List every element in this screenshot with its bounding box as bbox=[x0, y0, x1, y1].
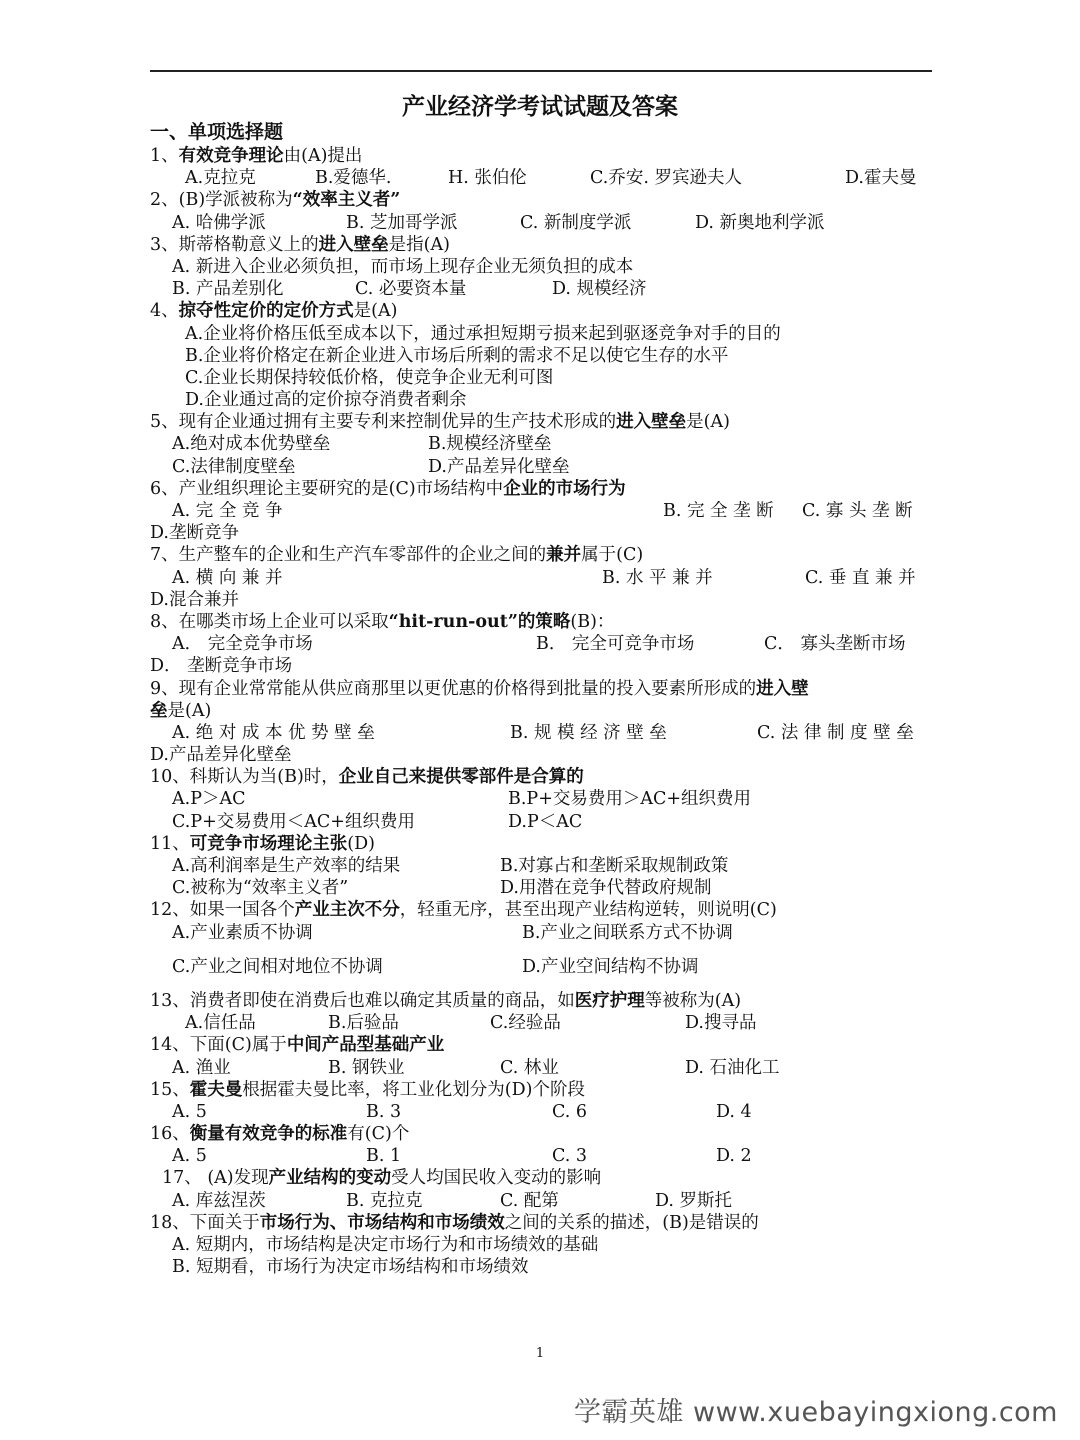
page-title: 产业经济学考试试题及答案 bbox=[402, 93, 678, 120]
option: C. 必要资本量 bbox=[355, 279, 467, 300]
question-6: 6、产业组织理论主要研究的是(C)市场结构中企业的市场行为 bbox=[150, 478, 626, 499]
question-17: 17、 (A)发现产业结构的变动受人均国民收入变动的影响 bbox=[162, 1168, 602, 1189]
option: A. 短期内，市场结构是决定市场行为和市场绩效的基础 bbox=[172, 1235, 599, 1255]
option: A. 哈佛学派 bbox=[172, 212, 266, 233]
question-7: 7、生产整车的企业和生产汽车零部件的企业之间的兼并属于(C) bbox=[150, 545, 644, 566]
watermark: 学霸英雄 www.xuebayingxiong.com bbox=[573, 1397, 1058, 1428]
option: C. 法 律 制 度 壁 垒 bbox=[757, 722, 914, 743]
option: D． 垄断竞争市场 bbox=[150, 656, 293, 677]
option: D.产业空间结构不协调 bbox=[522, 956, 699, 977]
question-10: 10、科斯认为当(B)时，企业自己来提供零部件是合算的 bbox=[150, 767, 584, 788]
options-12b bbox=[150, 956, 932, 978]
options-1 bbox=[150, 167, 932, 189]
question-1: 1、有效竞争理论由(A)提出 bbox=[150, 146, 363, 166]
options-11b bbox=[150, 877, 932, 899]
option: D.用潜在竞争代替政府规制 bbox=[500, 878, 712, 899]
option: C.产业之间相对地位不协调 bbox=[172, 956, 383, 977]
option: D.企业通过高的定价掠夺消费者剩余 bbox=[185, 390, 467, 411]
question-9-cont: 垒是(A) bbox=[150, 700, 212, 721]
option: B. 钢铁业 bbox=[328, 1057, 405, 1078]
option: D. 规模经济 bbox=[552, 279, 647, 300]
options-3b bbox=[150, 278, 932, 300]
options-10a bbox=[150, 788, 932, 810]
options-17 bbox=[150, 1190, 932, 1212]
option: B.规模经济壁垒 bbox=[428, 434, 552, 455]
option: B.产业之间联系方式不协调 bbox=[522, 922, 733, 943]
option: A.P＞AC bbox=[172, 789, 246, 810]
option: D. 新奥地利学派 bbox=[695, 212, 825, 233]
option: A.企业将价格压低至成本以下，通过承担短期亏损来起到驱逐竞争对手的目的 bbox=[185, 323, 781, 344]
option: B.后验品 bbox=[328, 1013, 399, 1034]
option: B. 克拉克 bbox=[346, 1190, 423, 1211]
question-5: 5、现有企业通过拥有主要专利来控制优异的生产技术形成的进入壁垒是(A) bbox=[150, 412, 730, 433]
question-3: 3、斯蒂格勒意义上的进入壁垒是指(A) bbox=[150, 234, 450, 255]
option: D. 石油化工 bbox=[685, 1057, 780, 1078]
option: A. 新进入企业必须负担，而市场上现存企业无须负担的成本 bbox=[172, 256, 634, 277]
options-10b bbox=[150, 811, 932, 833]
options-2 bbox=[150, 212, 932, 234]
option: C. 6 bbox=[552, 1101, 588, 1122]
option: D.垄断竞争 bbox=[150, 523, 239, 544]
option: A. 渔业 bbox=[172, 1057, 231, 1078]
option: B.爱德华. bbox=[315, 168, 392, 189]
header-rule bbox=[150, 70, 932, 72]
option: B. 水 平 兼 并 bbox=[602, 567, 713, 588]
option: D. 4 bbox=[716, 1101, 752, 1122]
page-number: 1 bbox=[535, 1346, 545, 1361]
option: C.企业长期保持较低价格，使竞争企业无利可图 bbox=[185, 367, 554, 388]
option: B. 完 全 垄 断 bbox=[663, 501, 774, 521]
option: C. 寡 头 垄 断 bbox=[802, 501, 913, 521]
option: A. 完 全 竞 争 bbox=[172, 501, 283, 521]
option: D.产品差异化壁垒 bbox=[150, 745, 292, 766]
option: D.霍夫曼 bbox=[845, 168, 917, 189]
question-8: 8、在哪类市场上企业可以采取“hit-run-out”的策略(B)： bbox=[150, 611, 615, 632]
option: A. 5 bbox=[172, 1146, 207, 1167]
option: B. 产品差别化 bbox=[172, 279, 284, 300]
option: A.信任品 bbox=[185, 1013, 256, 1034]
option: B. 规 模 经 济 壁 垒 bbox=[510, 722, 667, 743]
option: C.经验品 bbox=[490, 1013, 561, 1034]
option: B.P+交易费用＞AC+组织费用 bbox=[508, 789, 752, 810]
question-list bbox=[150, 145, 932, 1278]
option: B. 3 bbox=[366, 1101, 402, 1122]
options-12a bbox=[150, 922, 932, 944]
option: C. 新制度学派 bbox=[520, 212, 632, 233]
question-2: 2、(B)学派被称为“效率主义者” bbox=[150, 190, 401, 211]
option: B. 芝加哥学派 bbox=[346, 212, 458, 233]
options-3a bbox=[150, 256, 932, 278]
options-9 bbox=[150, 722, 932, 744]
option: D. 罗斯托 bbox=[655, 1190, 733, 1211]
option: C.乔安. 罗宾逊夫人 bbox=[590, 168, 742, 189]
option: A． 完全竞争市场 bbox=[172, 634, 313, 655]
question-9: 9、现有企业常常能从供应商那里以更优惠的价格得到批量的投入要素所形成的进入壁 bbox=[150, 678, 809, 699]
options-5b bbox=[150, 456, 932, 478]
option: B． 完全可竞争市场 bbox=[536, 634, 695, 655]
option: D.产品差异化壁垒 bbox=[428, 456, 570, 477]
question-4: 4、掠夺性定价的定价方式是(A) bbox=[150, 301, 398, 322]
option: C.被称为“效率主义者” bbox=[172, 878, 349, 899]
option: C.P+交易费用＜AC+组织费用 bbox=[172, 811, 415, 832]
option: A.绝对成本优势壁垒 bbox=[172, 434, 331, 455]
option: D.P＜AC bbox=[508, 811, 583, 832]
option: A. 横 向 兼 并 bbox=[172, 567, 283, 588]
question-15: 15、霍夫曼根据霍夫曼比率，将工业化划分为(D)个阶段 bbox=[150, 1079, 585, 1100]
option: A. 5 bbox=[172, 1101, 207, 1122]
options-6 bbox=[150, 500, 932, 522]
option: C． 寡头垄断市场 bbox=[764, 634, 906, 655]
options-14 bbox=[150, 1057, 932, 1079]
option: A.克拉克 bbox=[185, 168, 256, 189]
question-12: 12、如果一国各个产业主次不分，轻重无序，甚至出现产业结构逆转，则说明(C) bbox=[150, 900, 777, 921]
question-16: 16、衡量有效竞争的标准有(C)个 bbox=[150, 1124, 410, 1145]
option: B.企业将价格定在新企业进入市场后所剩的需求不足以使它生存的水平 bbox=[185, 345, 729, 366]
options-13 bbox=[150, 1012, 932, 1034]
option: B. 短期看，市场行为决定市场结构和市场绩效 bbox=[172, 1257, 529, 1278]
option: B. 1 bbox=[366, 1146, 402, 1167]
options-11a bbox=[150, 855, 932, 877]
option: D.搜寻品 bbox=[685, 1013, 757, 1034]
options-15 bbox=[150, 1101, 932, 1123]
option: A.高利润率是生产效率的结果 bbox=[172, 856, 401, 876]
option: A.产业素质不协调 bbox=[172, 922, 313, 943]
option: C. 3 bbox=[552, 1146, 588, 1167]
question-18: 18、下面关于市场行为、市场结构和市场绩效之间的关系的描述，(B)是错误的 bbox=[150, 1212, 759, 1233]
option: A. 库兹涅茨 bbox=[172, 1190, 266, 1211]
options-5a bbox=[150, 433, 932, 455]
options-16 bbox=[150, 1145, 932, 1167]
option: A. 绝 对 成 本 优 势 壁 垒 bbox=[172, 722, 375, 743]
option: C.法律制度壁垒 bbox=[172, 456, 296, 477]
option: D. 2 bbox=[716, 1146, 752, 1167]
option: C. 配第 bbox=[500, 1190, 559, 1211]
option: C. 林业 bbox=[500, 1057, 559, 1078]
question-11: 11、可竞争市场理论主张(D) bbox=[150, 833, 375, 854]
option: H. 张伯伦 bbox=[448, 168, 527, 189]
options-7 bbox=[150, 567, 932, 589]
question-13: 13、消费者即使在消费后也难以确定其质量的商品，如医疗护理等被称为(A) bbox=[150, 990, 742, 1011]
options-8 bbox=[150, 633, 932, 655]
option: D.混合兼并 bbox=[150, 589, 239, 610]
option: B.对寡占和垄断采取规制政策 bbox=[500, 856, 729, 876]
option: C. 垂 直 兼 并 bbox=[805, 567, 916, 588]
section-heading: 一、单项选择题 bbox=[150, 121, 284, 143]
question-14: 14、下面(C)属于中间产品型基础产业 bbox=[150, 1035, 445, 1056]
